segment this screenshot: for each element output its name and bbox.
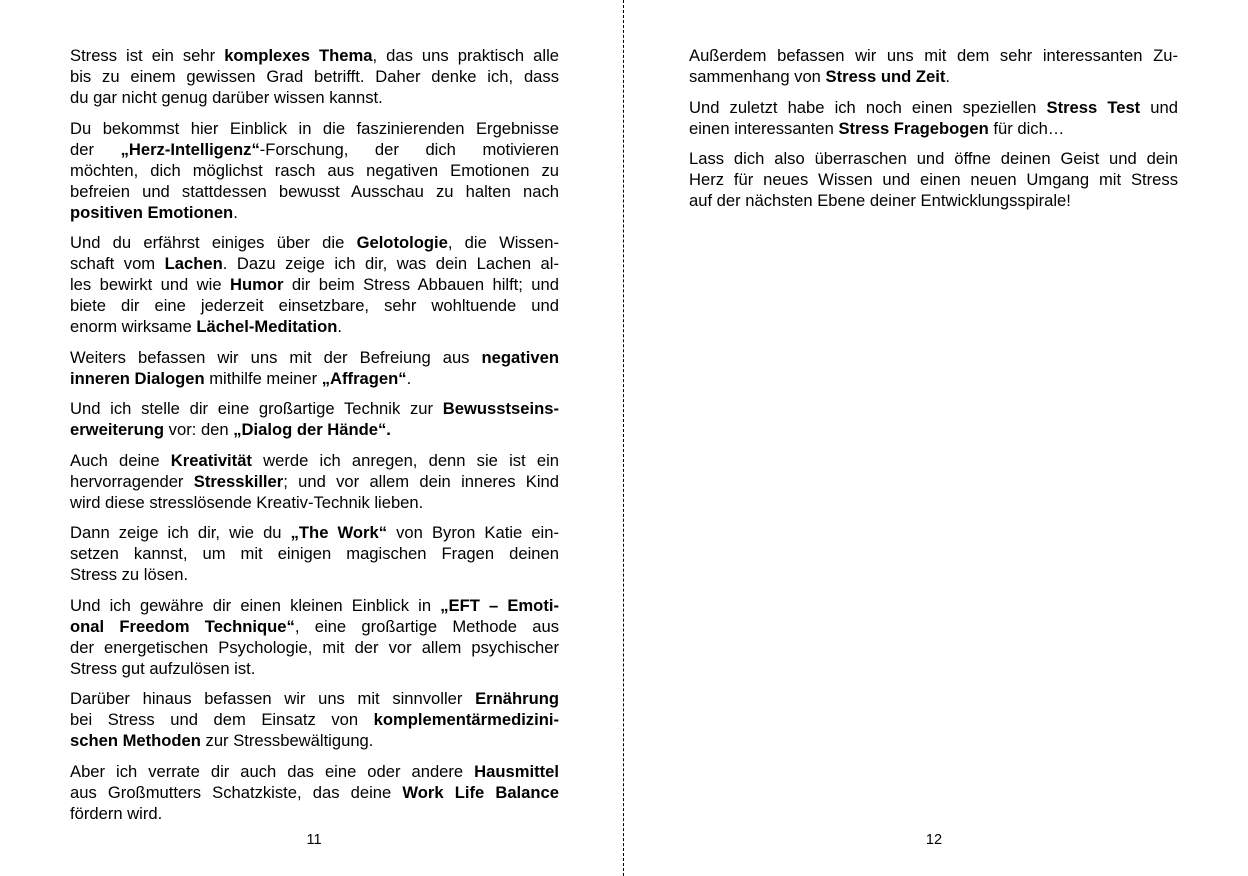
text-run: setzen kannst, um mit einigen magischen Fragen deinen: [70, 544, 559, 563]
text-run: einen interessanten: [689, 118, 839, 138]
text-run: Auch deine: [70, 450, 171, 470]
bold-text: Stress Fragebogen: [838, 118, 989, 138]
text-run: Stress ist ein sehr: [70, 46, 225, 65]
bold-text: Humor: [230, 275, 284, 294]
text-run: . Dazu zeige ich dir, was dein Lachen al-: [222, 254, 560, 273]
bold-text: positiven Emotionen: [70, 202, 234, 222]
text-line: [70, 543, 559, 564]
text-line: [70, 730, 559, 751]
paragraph: [70, 398, 559, 440]
bold-text: Gelotologie: [356, 233, 448, 252]
text-run: Und zuletzt habe ich noch einen speziellen: [689, 97, 1047, 117]
paragraph: [70, 450, 559, 513]
text-run: .: [406, 368, 412, 388]
bold-text: Stress und Zeit: [825, 67, 946, 86]
text-run: Weiters befassen wir uns mit der Befreiung aus: [70, 347, 482, 367]
text-run: .: [233, 202, 238, 222]
text-line: [70, 295, 559, 316]
bold-text: Bewusstseins-: [442, 399, 559, 418]
text-line: [70, 347, 559, 368]
text-line: [689, 45, 1178, 66]
text-run: enorm wirksame: [70, 317, 197, 336]
text-line: [70, 181, 559, 202]
text-run: Stress zu lösen.: [70, 565, 189, 584]
text-run: , das uns praktisch alle: [372, 46, 559, 65]
bold-text: Ernährung: [475, 689, 559, 708]
text-run: Du bekommst hier Einblick in die faszinierenden Ergebnisse: [70, 118, 559, 138]
paragraph: [689, 148, 1178, 211]
paragraph: [70, 688, 559, 751]
page-number-left: 11: [306, 832, 322, 848]
right-page-body: [689, 45, 1178, 221]
text-line: [70, 616, 559, 637]
text-run: Stress gut aufzulösen ist.: [70, 658, 256, 678]
text-run: Und ich stelle dir eine großartige Technik zur: [70, 399, 443, 418]
text-run: der energetischen Psychologie, mit der vor allem psychischer: [70, 637, 559, 657]
bold-text: inneren Dialogen: [70, 368, 205, 388]
text-run: fördern wird.: [70, 803, 163, 823]
bold-text: Lachen: [164, 254, 223, 273]
text-run: Außerdem befassen wir uns mit dem sehr interessanten Zu-: [689, 46, 1178, 65]
text-run: der: [70, 139, 121, 159]
text-line: [70, 471, 559, 492]
bold-text: Stress Test: [1046, 97, 1141, 117]
text-run: wird diese stresslösende Kreativ-Technik lieben.: [70, 492, 424, 512]
text-line: [70, 688, 559, 709]
paragraph: [70, 118, 559, 223]
text-line: [70, 232, 559, 253]
text-line: [70, 139, 559, 160]
bold-text: Stresskiller: [193, 471, 284, 491]
text-line: [70, 202, 559, 223]
paragraph: [70, 45, 559, 108]
text-line: [70, 66, 559, 87]
text-run: du gar nicht genug darüber wissen kannst.: [70, 88, 383, 107]
text-line: [70, 368, 559, 389]
bold-text: Work Life Balance: [402, 782, 559, 802]
text-run: Aber ich verrate dir auch das eine oder andere: [70, 761, 475, 781]
text-line: [70, 595, 559, 616]
text-line: [70, 316, 559, 337]
text-line: [70, 398, 559, 419]
text-run: bei Stress und dem Einsatz von: [70, 710, 374, 729]
left-page-body: [70, 45, 559, 833]
text-run: werde ich anregen, denn sie ist ein: [251, 450, 559, 470]
text-line: [70, 492, 559, 513]
text-line: [689, 148, 1178, 169]
text-run: schaft vom: [70, 254, 165, 273]
bold-text: Kreativität: [170, 450, 252, 470]
text-run: aus Großmutters Schatzkiste, das deine: [70, 782, 403, 802]
text-run: für dich…: [988, 118, 1065, 138]
bold-text: Hausmittel: [474, 761, 559, 781]
text-run: vor: den: [164, 420, 234, 439]
text-run: zur Stressbewältigung.: [200, 731, 374, 750]
bold-text: komplexes Thema: [224, 46, 373, 65]
text-run: biete dir eine jederzeit einsetzbare, sehr wohltuende und: [70, 296, 559, 315]
text-line: [689, 190, 1178, 211]
bold-text: Lächel-Meditation: [196, 317, 338, 336]
text-run: sammenhang von: [689, 67, 826, 86]
text-line: [70, 419, 559, 440]
bold-text: „EFT – Emoti-: [440, 595, 559, 615]
text-line: [70, 274, 559, 295]
paragraph: [70, 595, 559, 679]
text-line: [70, 564, 559, 585]
paragraph: [689, 45, 1178, 87]
text-run: hervorragender: [70, 471, 194, 491]
text-line: [70, 803, 559, 824]
text-line: [70, 658, 559, 679]
text-line: [70, 709, 559, 730]
paragraph: [70, 522, 559, 585]
bold-text: schen Methoden: [70, 731, 201, 750]
text-run: , eine großartige Methode aus: [294, 616, 559, 636]
page-divider: [623, 0, 624, 876]
text-line: [70, 450, 559, 471]
bold-text: negativen: [481, 347, 559, 367]
text-run: mithilfe meiner: [204, 368, 322, 388]
text-line: [70, 761, 559, 782]
text-run: dir beim Stress Abbauen hilft; und: [283, 275, 559, 294]
text-run: Und du erfährst einiges über die: [70, 233, 357, 252]
bold-text: „The Work“: [290, 523, 388, 542]
paragraph: [70, 232, 559, 337]
text-run: .: [945, 67, 951, 86]
text-line: [689, 97, 1178, 118]
text-line: [70, 160, 559, 181]
text-run: Dann zeige ich dir, wie du: [70, 523, 291, 542]
text-line: [70, 87, 559, 108]
paragraph: [689, 97, 1178, 139]
text-run: .: [337, 317, 343, 336]
text-run: befreien und stattdessen bewusst Ausschau zu halten nach: [70, 181, 559, 201]
text-line: [70, 522, 559, 543]
text-line: [70, 45, 559, 66]
text-run: les bewirkt und wie: [70, 275, 230, 294]
text-line: [689, 118, 1178, 139]
paragraph: [70, 761, 559, 824]
text-run: bis zu einem gewissen Grad betrifft. Daher denke ich, dass: [70, 67, 559, 86]
paragraph: [70, 347, 559, 389]
text-line: [70, 118, 559, 139]
bold-text: „Dialog der Hände“.: [233, 420, 391, 439]
text-run: Und ich gewähre dir einen kleinen Einblick in: [70, 595, 441, 615]
text-line: [70, 782, 559, 803]
text-run: ; und vor allem dein inneres Kind: [283, 471, 559, 491]
text-line: [70, 253, 559, 274]
text-run: -Forschung, der dich motivieren: [259, 139, 559, 159]
text-run: möchten, dich möglichst rasch aus negativen Emotionen zu: [70, 160, 559, 180]
text-run: Lass dich also überraschen und öffne deinen Geist und dein: [689, 149, 1178, 168]
bold-text: „Affragen“: [321, 368, 407, 388]
text-run: von Byron Katie ein-: [387, 523, 559, 542]
text-line: [689, 66, 1178, 87]
text-run: auf der nächsten Ebene deiner Entwicklungsspirale!: [689, 191, 1071, 210]
bold-text: „Herz-Intelligenz“: [120, 139, 260, 159]
text-line: [70, 637, 559, 658]
bold-text: komplementärmedizini-: [373, 710, 559, 729]
text-run: und: [1140, 97, 1178, 117]
text-run: Darüber hinaus befassen wir uns mit sinnvoller: [70, 689, 476, 708]
text-run: , die Wissen-: [447, 233, 559, 252]
bold-text: erweiterung: [70, 420, 165, 439]
text-line: [689, 169, 1178, 190]
text-run: Herz für neues Wissen und einen neuen Umgang mit Stress: [689, 170, 1178, 189]
bold-text: onal Freedom Technique“: [70, 616, 295, 636]
page-number-right: 12: [925, 832, 943, 848]
